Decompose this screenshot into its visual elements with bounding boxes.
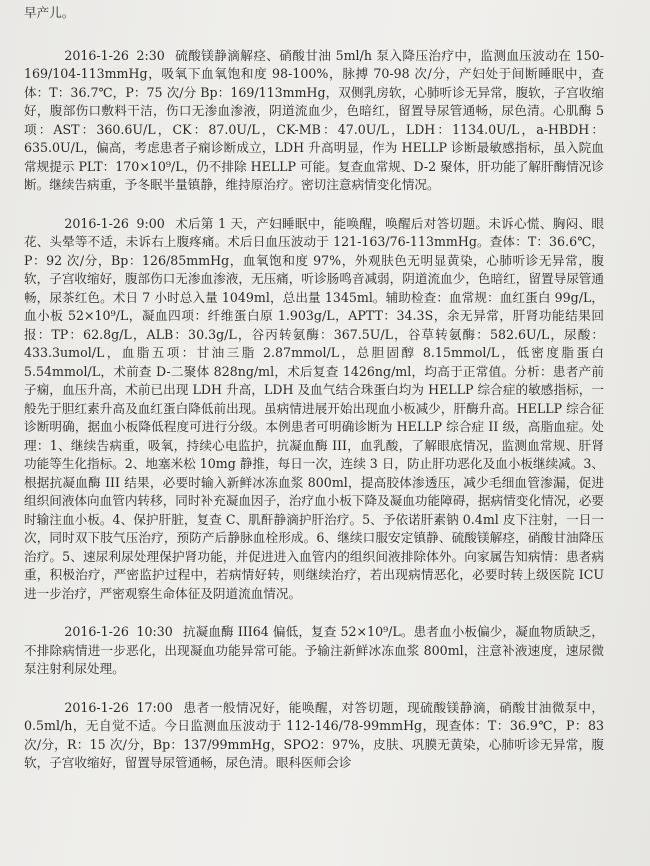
entry-date: 2016-1-26 — [64, 624, 129, 639]
entry-paragraph — [24, 623, 604, 679]
medical-record-text — [24, 4, 604, 793]
record-entry — [24, 623, 604, 679]
entry-body: 抗凝血酶 III64 偏低，复查 52×10⁹/L。患者血小板偏少，凝血物质缺乏，不排除病情进一步恶化，出现凝血功能异常可能。予输注新鲜冰冻血浆 800ml，注意补液速度，速尿微泵注射利尿处理。 — [24, 624, 604, 676]
lead-line: 早产儿。 — [24, 5, 75, 20]
entry-body: 患者一般情况好，能唤醒，对答切题，现硫酸镁静滴，硝酸甘油微泵中，0.5ml/h，无自觉不适。今日监测血压波动于 112-146/78-99mmHg，现查体：T：36.9℃，P：83 次/分，R：15 次/分，Bp：137/99mmHg，SPO2：97%，皮肤、巩膜无黄染，心肺听诊无异常，腹软，子宫收缩好，留置导尿管通畅，尿色清。眼科医师会诊 — [24, 699, 604, 770]
entry-body: 术后第 1 天，产妇睡眠中，能唤醒，唤醒后对答切题。未诉心慌、胸闷、眼花、头晕等不适，未诉右上腹疼痛。术后日血压波动于 121-163/76-113mmHg。查体：T：36.6℃，P：92 次/分，Bp：126/85mmHg，血氧饱和度 97%，外观肤色无明显黄染，心肺听诊无异常，腹软，子宫收缩好，腹部伤口无渗血渗液，无压痛，听诊肠鸣音减弱，阴道流血少，色暗红，留置导尿管通畅，尿茶红色。术日 7 小时总入量 1049ml，总出量 1345ml。辅助检查：血常规：血红蛋白 99g/L，血小板 52×10⁹/L，凝血四项：纤维蛋白原 1.903g/L，APTT：34.3S，余无异常，肝肾功能结果回报：TP：62.8g/L，ALB：30.3g/L，谷丙转氨酶：367.5U/L，谷草转氨酶：582.6U/L，尿酸：433.3umol/L，血脂五项：甘油三脂 2.87mmol/L，总胆固醇 8.15mmol/L，低密度脂蛋白 5.54mmol/L，术前查 D-二聚体 828ng/ml，术后复查 1426ng/ml，均高于正常值。分析：患者产前子痫，血压升高，术前已出现 LDH 升高，LDH 及血气结合珠蛋白均为 HELLP 综合症的敏感指标，一般先于胆红素升高及血红蛋白降低前出现。虽病情进展开始出现血小板减少，肝酶升高。HELLP 综合征诊断明确，据血小板降低程度可进行分级。本例患者可明确诊断为 HELLP 综合症 II 级，高脂血症。处理：1、继续告病重，吸氧，持续心电监护，抗凝血酶 III，血乳酸，了解眼底情况，监测血常规、肝肾功能等生化指标。2、地塞米松 10mg 静推，每日一次，连续 3 日，防止肝功恶化及血小板继续减。3、根据抗凝血酶 III 结果，必要时输入新鲜冰冻血浆 800ml，提高胶体渗透压，减少毛细血管渗漏，促进组织间液体向血管内转移，同时补充凝血因子，治疗血小板下降及凝血功能障碍，据病情变化情况，必要时输注血小板。4、保护肝脏，复查 C、肌酐静滴护肝治疗。5、予依诺肝素钠 0.4ml 皮下注射，一日一次，同时双下肢气压治疗，预防产后静脉血栓形成。6、继续口服安定镇静、硫酸镁解痉，硝酸甘油降压治疗。5、速尿利尿处理保护肾功能，并促进进入血管内的组织间液排除体外。向家属告知病情：患者病重，积极治疗，严密监护过程中，若病情好转，则继续治疗，若出现病情恶化，必要时转上级医院 ICU 进一步治疗，严密观察生命体征及阴道流血情况。 — [24, 215, 604, 601]
record-entry — [24, 215, 604, 604]
entry-paragraph — [24, 699, 604, 773]
entry-date: 2016-1-26 — [64, 47, 129, 63]
entry-time: 2:30 — [136, 47, 165, 63]
record-entry — [24, 47, 604, 195]
record-entry — [24, 699, 604, 773]
entry-time: 17:00 — [136, 699, 173, 715]
entry-time: 9:00 — [136, 215, 165, 231]
entry-date: 2016-1-26 — [64, 215, 129, 231]
entry-date: 2016-1-26 — [64, 699, 129, 715]
entry-paragraph — [24, 47, 604, 195]
entry-time: 10:30 — [136, 624, 173, 639]
entry-body: 硫酸镁静滴解痉、硝酸甘油 5ml/h 泵入降压治疗中，监测血压波动在 150-169/104-113mmHg，吸氧下血氧饱和度 98-100%，脉搏 70-98 次/分，产妇处于间断睡眠中，查体：T：36.7℃，P：75 次/分 Bp：169/113mmHg，双侧乳房软，心肺听诊无异常，腹软，子宫收缩好，腹部伤口敷料干洁，伤口无渗血渗液，阴道流血少，色暗红，留置导尿管通畅，尿色清。心肌酶 5 项：AST：360.6U/L，CK：87.0U/L，CK-MB：47.0U/L，LDH：1134.0U/L，a-HBDH：635.0U/L，偏高，考虑患者子痫诊断成立，LDH 升高明显，作为 HELLP 诊断最敏感指标，虽入院血常规提示 PLT：170×10⁹/L，仍不排除 HELLP 可能。复查血常规、D-2 聚体，肝功能了解肝酶情况诊断。继续告病重，予冬眠半量镇静，维持原治疗。密切注意病情变化情况。 — [24, 47, 604, 192]
entry-paragraph — [24, 215, 604, 604]
